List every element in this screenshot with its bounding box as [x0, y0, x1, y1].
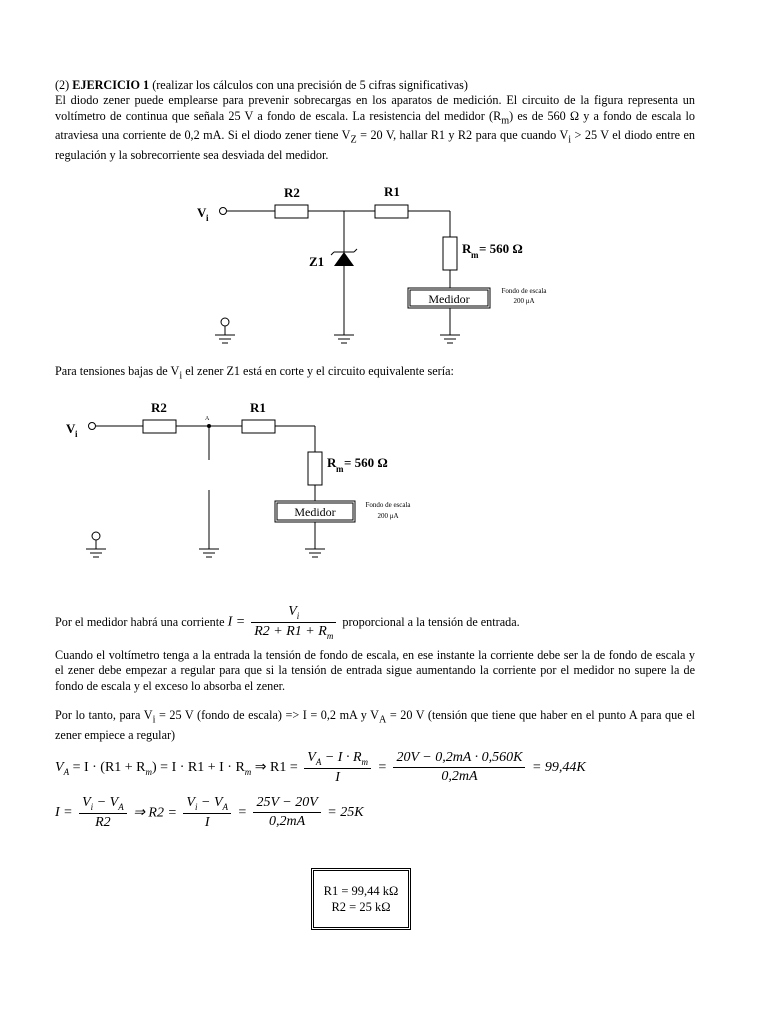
c2-scale-label: Fondo de escala: [365, 501, 411, 509]
equation-r2: I = $\frac{V_i - V_A}{R2}$ ⇒ R2 = $\frac{V_i - V_A}{I}$ = $\frac{25V - 20V}{0,2mA}$ = 25K: [55, 795, 364, 830]
eq1-f1n2: − I · R: [321, 750, 362, 765]
eq1-result: = 99,44K: [531, 759, 586, 775]
r1-resistor: [375, 205, 408, 218]
c1-z1-label: Z1: [309, 254, 325, 269]
c2-ground-ref-terminal: [92, 532, 100, 540]
eq2-f1n: V: [82, 795, 91, 810]
equation-r1: $V_A = I \cdot (R1 + R_m) = I \cdot R1 + I \cdot R_m$ ⇒ R1 = $\frac{V_A - I \cdot R_m}{I}$ = $\frac{20V - 0,2mA \cdot 0,560K}{0,2mA}$ = 99,44K: [55, 750, 586, 785]
problem-statement: [55, 78, 695, 163]
exercise-title: EJERCICIO 1: [72, 78, 150, 92]
mid-text-a: Para tensiones bajas de V: [55, 364, 180, 378]
zener-circuit-diagram: [0, 170, 768, 360]
eq2-f1n2: − V: [93, 795, 119, 810]
result-r2: R2 = 25 kΩ: [331, 900, 391, 914]
eq2-f2n2-sub: A: [222, 801, 228, 812]
c1-rm-value: = 560 Ω: [479, 241, 523, 256]
c2-rm-label: R: [327, 455, 337, 470]
eq2-f2-num: [183, 795, 231, 814]
exercise-subtitle: (realizar los cálculos con una precisión de 5 cifras significativas): [149, 78, 468, 92]
result-box: [311, 868, 411, 930]
eq1-mid-sub: m: [145, 766, 153, 777]
current-post: proporcional a la tensión de entrada.: [342, 614, 520, 629]
zener-diode-z1: [334, 252, 354, 266]
c2-rm-sub: m: [336, 464, 344, 474]
statement-part-4: > 25 V el diodo entre en regulación y la sobrecorriente sea desviada del medidor.: [55, 128, 696, 163]
eq2-f1n2-sub: A: [118, 801, 124, 812]
eq2-f2n: V: [186, 795, 195, 810]
node-a-dot: [207, 424, 211, 428]
r2-resistor: [275, 205, 308, 218]
eq1-lhs: V: [55, 760, 64, 775]
c1-meter-label: Medidor: [428, 292, 470, 306]
eq1-f1n2-sub: m: [361, 756, 368, 767]
statement-part-3: = 20 V, hallar R1 y R2 para que cuando V: [356, 128, 569, 143]
eq1-mid2-sub: m: [244, 766, 252, 777]
eq2-f3-num: 25V − 20V: [253, 795, 320, 813]
eq1-f2-den: 0,2mA: [441, 769, 478, 785]
c1-vi-label: V: [197, 205, 207, 220]
c1-r2-label: R2: [284, 185, 300, 200]
equivalent-circuit-diagram: [0, 395, 768, 575]
c1-vi-sub: i: [206, 213, 209, 223]
c1-scale-label: Fondo de escala: [501, 287, 547, 295]
eq2-f2n-sub: i: [194, 801, 198, 812]
eq2-arrow: ⇒ R2 =: [133, 805, 177, 821]
eq1-lhs-sub: A: [63, 766, 70, 777]
c2-r1-label: R1: [250, 400, 266, 415]
current-num-sub: i: [296, 610, 300, 621]
c2-r2-resistor: [143, 420, 176, 433]
current-num-text: V: [288, 604, 297, 619]
current-lhs: I =: [227, 614, 246, 630]
current-den-text: R2 + R1 + R: [254, 623, 327, 639]
p3-c: = 20 V (tensión que tiene que haber en el punto A para que el zener empiece a regular): [55, 708, 695, 742]
eq1-mid2: ) = I · R1 + I · R: [152, 760, 245, 775]
c2-vi-sub: i: [75, 429, 78, 439]
c2-scale-value: 200 μA: [377, 512, 399, 520]
c2-rm-value: = 560 Ω: [344, 455, 388, 470]
eq1-f1n-sub: A: [315, 756, 322, 767]
statement-part-2: ) es de 560 Ω y a fondo de escala lo atraviesa una corriente de 0,2 mA. Si el diodo zener tiene V: [55, 108, 695, 143]
c2-node-a-label: A: [205, 416, 210, 422]
current-denominator: [251, 623, 336, 641]
equivalent-circuit-intro: [55, 364, 695, 384]
ground-ref-terminal: [221, 318, 229, 326]
current-fraction: [251, 604, 336, 641]
c2-meter-label: Medidor: [294, 505, 336, 519]
p3-sub2: A: [378, 714, 387, 726]
fullscale-explanation: Cuando el voltímetro tenga a la entrada la tensión de fondo de escala, en ese instante la corriente debe ser la de fondo de escala y el zener debe empezar a regular para que si la tensión de entrada sigue aumentando la corriente por el medidor no supere la de fondo de escala y el exceso lo absorba el zener.: [55, 648, 695, 693]
eq1-fraction-1: [304, 750, 371, 786]
eq2-f3-den: 0,2mA: [269, 814, 306, 830]
vi-terminal: [220, 208, 227, 215]
eq2-f1-num: [79, 795, 127, 814]
rm-resistor: [443, 237, 457, 270]
eq1-f1-num: [304, 750, 371, 769]
eq2-fraction-2: [183, 795, 231, 831]
eq2-fraction-1: [79, 795, 127, 831]
c2-r2-label: R2: [151, 400, 167, 415]
conditions-paragraph: [55, 708, 695, 743]
exercise-number: (2): [55, 78, 73, 92]
current-pre: Por el medidor habrá una corriente: [55, 614, 228, 629]
eq2-f2-den: I: [204, 814, 210, 830]
eq1-f1-den: I: [335, 769, 340, 785]
eq2-f1n-sub: i: [90, 801, 94, 812]
current-numerator: [251, 604, 336, 623]
c1-r1-label: R1: [384, 184, 400, 199]
mid-text-b: el zener Z1 está en corte y el circuito equivalente sería:: [182, 364, 454, 378]
p3-sub1: i: [152, 714, 156, 726]
eq1-arrow: ⇒ R1 =: [251, 760, 302, 775]
current-den-sub: m: [326, 630, 334, 641]
c2-rm-resistor: [308, 452, 322, 485]
c1-rm-sub: m: [471, 250, 479, 260]
statement-sub-z: Z: [350, 134, 357, 146]
c2-r1-resistor: [242, 420, 275, 433]
eq2-f2n2: − V: [197, 795, 223, 810]
p3-a: Por lo tanto, para V: [55, 708, 153, 722]
eq2-lhs: I =: [55, 804, 73, 820]
eq2-result: = 25K: [327, 804, 364, 820]
statement-part-1: El diodo zener puede emplearse para prevenir sobrecargas en los aparatos de medición. El circuito de la figura representa un voltímetro de continua que señala 25 V a fondo de escala. La resistencia del medidor (R: [55, 93, 695, 123]
eq1-mid: = I · (R1 + R: [69, 760, 146, 775]
current-formula-line: [55, 604, 520, 641]
statement-sub-i: i: [568, 134, 572, 146]
result-r1: R1 = 99,44 kΩ: [323, 884, 399, 898]
eq1-f1n: V: [307, 750, 316, 765]
c1-rm-label: R: [462, 241, 472, 256]
c2-vi-label: V: [66, 421, 76, 436]
eq2-fraction-3: [253, 795, 320, 830]
mid-text-sub: i: [179, 370, 183, 382]
eq1-f2-num: 20V − 0,2mA · 0,560K: [393, 750, 525, 768]
statement-sub-m: m: [501, 115, 510, 127]
eq2-f1-den: R2: [95, 814, 111, 830]
eq1-fraction-2: [393, 750, 525, 785]
p3-b: = 25 V (fondo de escala) => I = 0,2 mA y V: [155, 708, 379, 722]
c1-scale-value: 200 μA: [513, 297, 535, 305]
c2-vi-terminal: [89, 423, 96, 430]
